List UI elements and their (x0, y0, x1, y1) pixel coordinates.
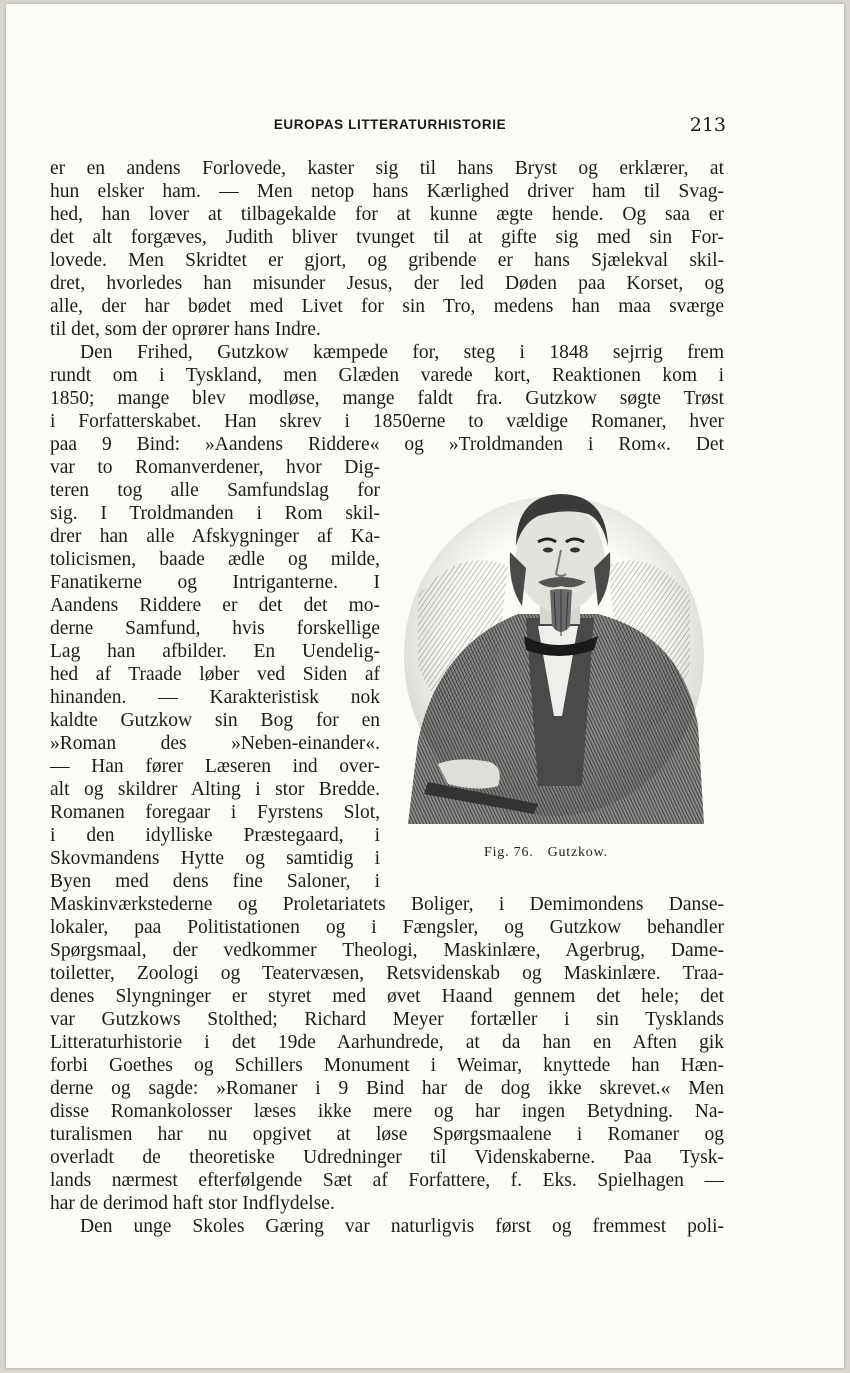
book-page (6, 4, 844, 1368)
text-line: kaldte Gutzkow sin Bog for en (50, 710, 380, 731)
text-line: forbi Goethes og Schillers Monument i Weimar, knyttede han Hæn- (50, 1055, 724, 1076)
text-line: hinanden. — Karakteristisk nok (50, 687, 380, 708)
text-line: rundt om i Tyskland, men Glæden varede kort, Reaktionen kom i (50, 365, 724, 386)
text-line: dret, hvorledes han misunder Jesus, der led Døden paa Korset, og (50, 273, 724, 294)
text-line: Spørgsmaal, der vedkommer Theologi, Maskinlære, Agerbrug, Dame- (50, 940, 724, 961)
text-line: til det, som der oprører hans Indre. (50, 319, 321, 340)
text-line: alt og skildrer Alting i stor Bredde. (50, 779, 380, 800)
text-line: Den unge Skoles Gæring var naturligvis først og fremmest poli- (80, 1216, 724, 1237)
text-line: sig. I Troldmanden i Rom skil- (50, 503, 380, 524)
page-header (54, 114, 726, 138)
text-line: er en andens Forlovede, kaster sig til hans Bryst og erklærer, at (50, 158, 724, 179)
text-line: det alt forgæves, Judith bliver tvunget til at gifte sig med sin For- (50, 227, 724, 248)
text-line: hed, han lover at tilbagekalde for at kunne ægte hende. Og saa er (50, 204, 724, 225)
text-line: 1850; mange blev modløse, mange faldt fra. Gutzkow søgte Trøst (50, 388, 724, 409)
text-line: Romanen foregaar i Fyrstens Slot, (50, 802, 380, 823)
text-line: Den Frihed, Gutzkow kæmpede for, steg i 1848 sejrrig frem (80, 342, 724, 363)
text-line: turalismen har nu opgivet at løse Spørgsmaalene i Romaner og (50, 1124, 724, 1145)
text-line: »Roman des »Neben-einander«. (50, 733, 380, 754)
text-line: Lag han afbilder. En Uendelig- (50, 641, 380, 662)
text-line: — Han fører Læseren ind over- (50, 756, 380, 777)
text-line: Fanatikerne og Intriganterne. I (50, 572, 380, 593)
text-line: derne og sagde: »Romaner i 9 Bind har de dog ikke skrevet.« Men (50, 1078, 724, 1099)
text-line: tolicismen, baade ædle og milde, (50, 549, 380, 570)
text-line: overladt de theoretiske Udredninger til Videnskaberne. Paa Tysk- (50, 1147, 724, 1168)
running-title: EUROPAS LITTERATURHISTORIE (273, 117, 507, 132)
text-line: var to Romanverdener, hvor Dig- (50, 457, 380, 478)
text-line: i Forfatterskabet. Han skrev i 1850erne to vældige Romaner, hver (50, 411, 724, 432)
text-line: Skovmandens Hytte og samtidig i (50, 848, 380, 869)
gutzkow-portrait (398, 486, 710, 824)
text-line: lands nærmest efterfølgende Sæt af Forfattere, f. Eks. Spielhagen — (50, 1170, 724, 1191)
text-line: drer han alle Afskygninger af Ka- (50, 526, 380, 547)
text-line: har de derimod haft stor Indflydelse. (50, 1193, 335, 1214)
text-line: teren tog alle Samfundslag for (50, 480, 380, 501)
text-line: hun elsker ham. — Men netop hans Kærlighed driver ham til Svag- (50, 181, 724, 202)
text-line: i den idylliske Præstegaard, i (50, 825, 380, 846)
text-line: lovede. Men Skridtet er gjort, og gribende er hans Sjælekval skil- (50, 250, 724, 271)
figure-caption (484, 845, 622, 861)
text-line: denes Slyngninger er styret med øvet Haand gennem det hele; det (50, 986, 724, 1007)
text-line: Byen med dens fine Saloner, i (50, 871, 380, 892)
text-line: hed af Traade løber ved Siden af (50, 664, 380, 685)
text-line: Aandens Riddere er det det mo- (50, 595, 380, 616)
text-line: alle, der har bødet med Livet for sin Tro, medens han maa sværge (50, 296, 724, 317)
text-line: lokaler, paa Politistationen og i Fængsler, og Gutzkow behandler (50, 917, 724, 938)
figure-label: Fig. 76. (484, 845, 534, 860)
text-line: disse Romankolosser læses ikke mere og har ingen Betydning. Na- (50, 1101, 724, 1122)
portrait-engraving (398, 486, 710, 824)
text-line: toiletter, Zoologi og Teatervæsen, Retsvidenskab og Maskinlære. Traa- (50, 963, 724, 984)
text-line: derne Samfund, hvis forskellige (50, 618, 380, 639)
text-line: Maskinværkstederne og Proletariatets Boliger, i Demimondens Danse- (50, 894, 724, 915)
page-number: 213 (689, 114, 726, 136)
text-line: Litteraturhistorie i det 19de Aarhundrede, at da han en Aften gik (50, 1032, 724, 1053)
text-line: paa 9 Bind: »Aandens Riddere« og »Troldmanden i Rom«. Det (50, 434, 724, 455)
figure-title: Gutzkow. (547, 845, 608, 860)
text-line: var Gutzkows Stolthed; Richard Meyer fortæller i sin Tysklands (50, 1009, 724, 1030)
